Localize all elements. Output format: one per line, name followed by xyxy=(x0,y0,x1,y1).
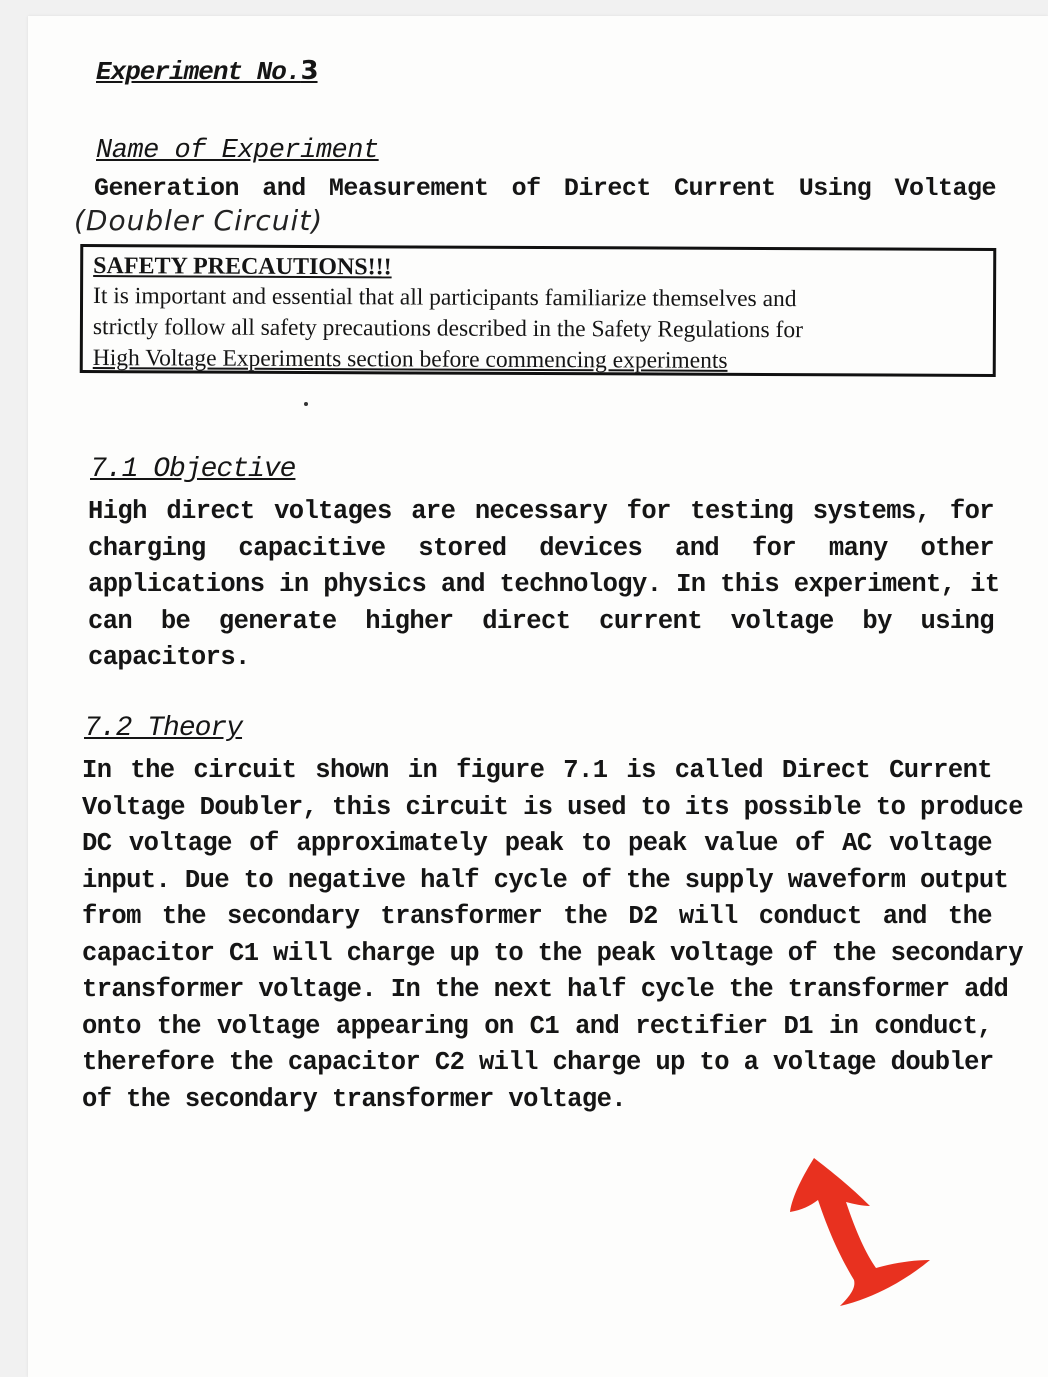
objective-line: High direct voltages are necessary for testing systems, for xyxy=(88,497,994,526)
theory-line: Voltage Doubler, this circuit is used to its possible to produce xyxy=(82,792,1023,822)
objective-line: can be generate higher direct current voltage by using xyxy=(88,606,994,636)
document-page xyxy=(28,16,1048,1377)
theory-line: transformer voltage. In the next half cycle the transformer add xyxy=(82,975,1009,1004)
safety-text-line-1: It is important and essential that all participants familiarize themselves and xyxy=(93,283,797,313)
objective-line: applications in physics and technology. In this experiment, it xyxy=(88,570,1000,599)
arrow-shape xyxy=(790,1158,930,1306)
theory-line: capacitor C1 will charge up to the peak voltage of the secondary xyxy=(82,938,1023,968)
theory-heading: 7.2 Theory xyxy=(84,713,243,744)
experiment-name: Generation and Measurement of Direct Current Using Voltage xyxy=(94,174,996,203)
objective-heading: 7.1 Objective xyxy=(90,454,296,485)
red-annotation-arrow-icon xyxy=(784,1156,954,1326)
safety-title: SAFETY PRECAUTIONS!!! xyxy=(93,253,392,281)
experiment-title xyxy=(96,56,318,87)
theory-line: DC voltage of approximately peak to peak value of AC voltage xyxy=(82,829,992,858)
safety-text-line-2: strictly follow all safety precautions described in the Safety Regulations for xyxy=(92,314,804,344)
objective-line: capacitors. xyxy=(88,643,250,672)
theory-line: input. Due to negative half cycle of the supply waveform output xyxy=(82,865,1009,895)
safety-text-line-3-content: High Voltage Experiments section before commencing experiments xyxy=(92,345,728,374)
handwritten-note: (Doubler Circuit) xyxy=(74,204,324,237)
objective-line: charging capacitive stored devices and for many other xyxy=(88,533,994,563)
speck xyxy=(304,402,308,406)
theory-line: onto the voltage appearing on C1 and rectifier D1 in conduct, xyxy=(82,1011,992,1041)
theory-line: of the secondary transformer voltage. xyxy=(82,1084,626,1114)
safety-text-line-3 xyxy=(93,343,983,378)
experiment-label: Experiment No. xyxy=(96,57,301,87)
name-of-experiment-heading: Name of Experiment xyxy=(96,136,379,166)
safety-precautions-box xyxy=(80,244,997,377)
theory-line: In the circuit shown in figure 7.1 is called Direct Current xyxy=(82,756,992,785)
theory-line: therefore the capacitor C2 will charge up to a voltage doubler xyxy=(82,1048,994,1077)
experiment-number: 3 xyxy=(300,56,318,86)
theory-paragraph xyxy=(82,753,1023,1118)
theory-line: from the secondary transformer the D2 will conduct and the xyxy=(82,902,992,931)
objective-paragraph xyxy=(88,494,1000,677)
